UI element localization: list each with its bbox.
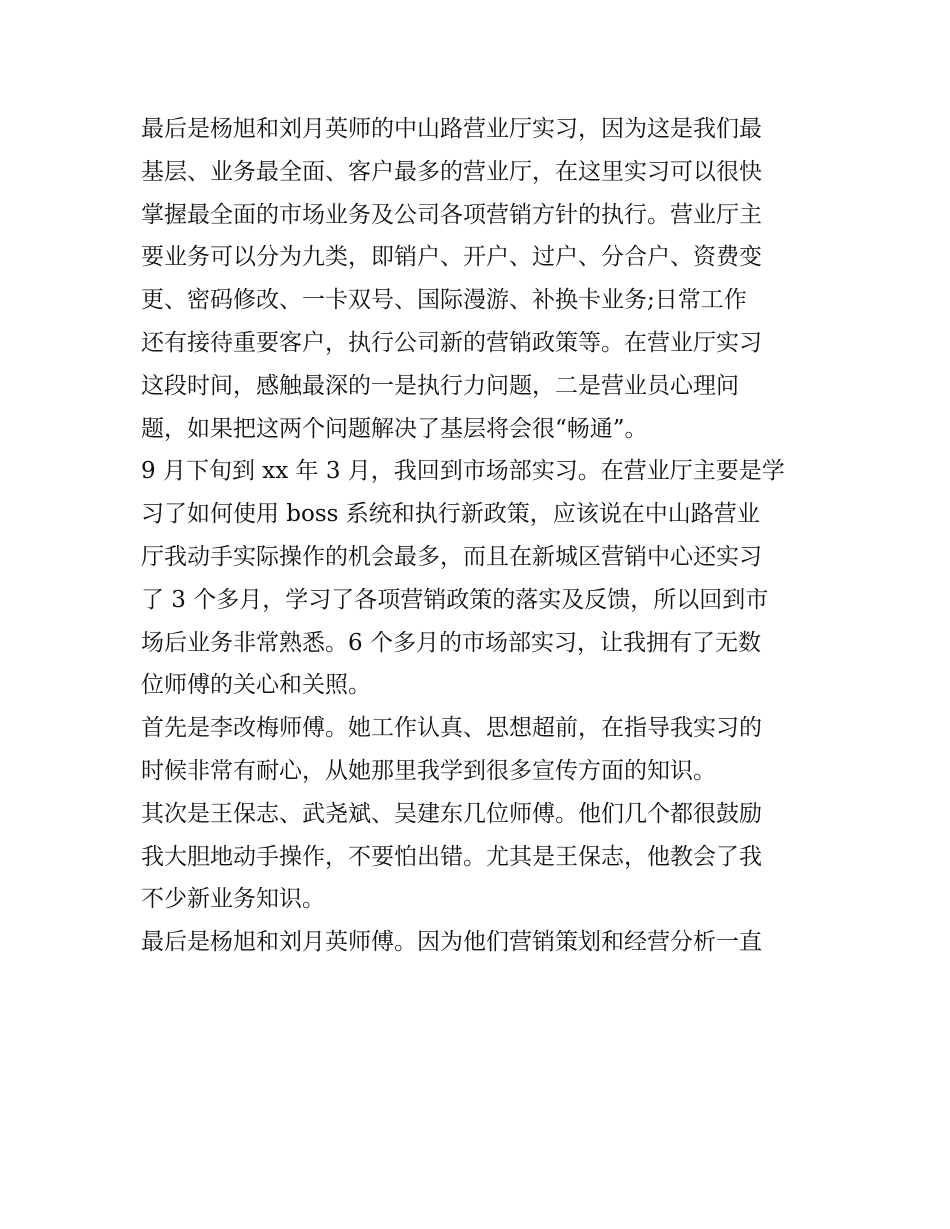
text-line: 时候非常有耐心，从她那里我学到很多宣传方面的知识。 xyxy=(141,757,716,784)
text-line: 了 3 个多月，学习了各项营销政策的落实及反馈，所以回到市 xyxy=(141,586,769,613)
text-line: 习了如何使用 boss 系统和执行新政策，应该说在中山路营业 xyxy=(141,501,760,528)
text-line: 场后业务非常熟悉。6 个多月的市场部实习，让我拥有了无数 xyxy=(141,629,761,656)
text-line: 掌握最全面的市场业务及公司各项营销方针的执行。营业厅主 xyxy=(141,201,762,228)
text-line: 最后是杨旭和刘月英师傅。因为他们营销策划和经营分析一直 xyxy=(141,929,762,956)
text-line: 首先是李改梅师傅。她工作认真、思想超前，在指导我实习的 xyxy=(141,715,762,742)
document-body xyxy=(141,108,813,964)
text-line: 最后是杨旭和刘月英师的中山路营业厅实习，因为这是我们最 xyxy=(141,116,762,142)
text-line: 还有接待重要客户，执行公司新的营销政策等。在营业厅实习 xyxy=(141,329,762,356)
text-line: 题，如果把这两个问题解决了基层将会很“畅通”。 xyxy=(141,415,648,442)
text-line: 不少新业务知识。 xyxy=(141,886,325,913)
text-line: 9 月下旬到 xx 年 3 月，我回到市场部实习。在营业厅主要是学 xyxy=(141,458,785,485)
text-line: 厅我动手实际操作的机会最多，而且在新城区营销中心还实习 xyxy=(141,543,762,570)
text-line: 要业务可以分为九类，即销户、开户、过户、分合户、资费变 xyxy=(141,244,762,271)
text-line: 我大胆地动手操作，不要怕出错。尤其是王保志，他教会了我 xyxy=(141,843,762,870)
text-line: 更、密码修改、一卡双号、国际漫游、补换卡业务;日常工作 xyxy=(141,287,747,314)
text-line: 其次是王保志、武尧斌、吴建东几位师傅。他们几个都很鼓励 xyxy=(141,800,762,827)
text-line: 这段时间，感触最深的一是执行力问题，二是营业员心理问 xyxy=(141,372,739,399)
text-line: 位师傅的关心和关照。 xyxy=(141,672,371,699)
text-line: 基层、业务最全面、客户最多的营业厅，在这里实习可以很快 xyxy=(141,158,762,185)
